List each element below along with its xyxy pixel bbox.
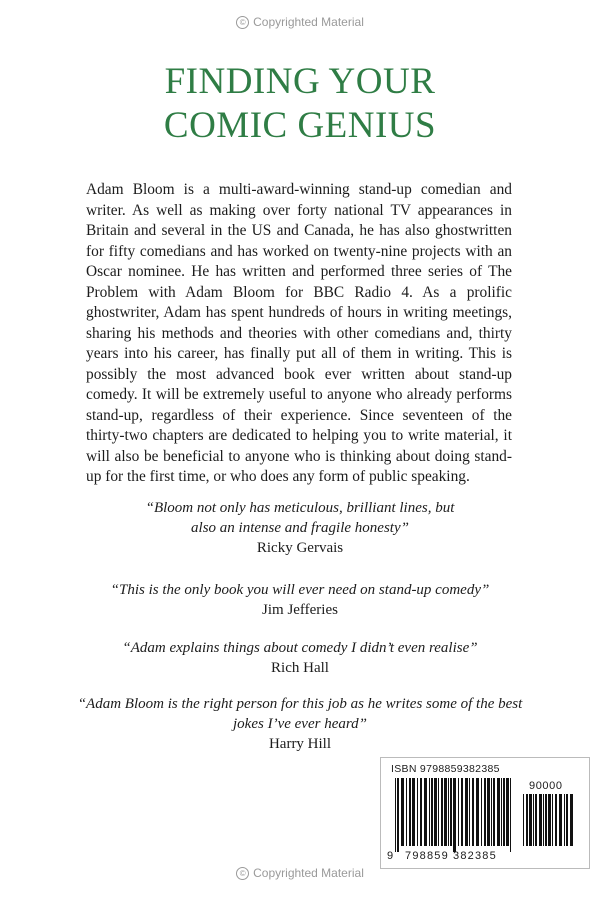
copyright-icon: © [236,16,249,29]
review-quote-1 [40,498,560,558]
isbn-barcode [380,757,590,869]
quote-author: Harry Hill [268,736,332,752]
quote-text: “Bloom not only has meticulous, brilliant lines, but also an intense and fragile honesty” [145,500,455,536]
review-quote-4 [40,694,560,754]
copyright-icon: © [236,867,249,880]
author-blurb [86,180,512,488]
watermark-text: Copyrighted Material [253,15,364,29]
review-quote-3 [40,638,560,678]
blurb-text: Adam Bloom is a multi-award-winning stand-up comedian and writer. As well as making over forty national TV appearances in Britain and several in the US and Canada, he has also ghostwritten for fifty comedians and has worked on twenty-nine projects with an Oscar nominee. He has written and performed three series of The Problem with Adam Bloom for BBC Radio 4. As a prolific ghostwriter, Adam has spent hundreds of hours in writing meetings, sharing his methods and theories with other comedians and, thirty years into his career, has finally put all of them in writing. This is possibly the most advanced book ever written about stand-up comedy. It will be extremely useful to anyone who already performs stand-up, regardless of their experience. Since seventeen of the thirty-two chapters are dedicated to helping you to write material, it will also be beneficial to anyone who is thinking about doing stand-up for the first time, or who does any form of public speaking. [86,181,512,485]
price-code: 90000 [529,780,563,792]
quote-author: Jim Jefferies [262,602,338,618]
quote-text: “Adam Bloom is the right person for this job as he writes some of the best jokes I’ve ever heard” [77,696,523,732]
quote-author: Ricky Gervais [256,540,344,556]
barcode-digits-right: 382385 [453,850,497,862]
quote-author: Rich Hall [271,660,329,676]
barcode-digits-left: 798859 [405,850,449,862]
isbn-label: ISBN 9798859382385 [391,763,500,775]
book-title [0,60,600,148]
barcode-bars [395,778,515,852]
quote-text: “Adam explains things about comedy I didn’t even realise” [122,640,478,656]
title-line-2: COMIC GENIUS [163,105,437,146]
barcode-addon-bars [523,794,577,852]
barcode-digit-first: 9 [387,850,395,862]
review-quote-2 [40,580,560,620]
copyright-watermark-top [0,15,600,29]
watermark-text: Copyrighted Material [253,866,364,880]
title-line-1: FINDING YOUR [164,61,436,102]
copyright-watermark-bottom [0,866,600,880]
quote-text: “This is the only book you will ever need on stand-up comedy” [110,582,490,598]
